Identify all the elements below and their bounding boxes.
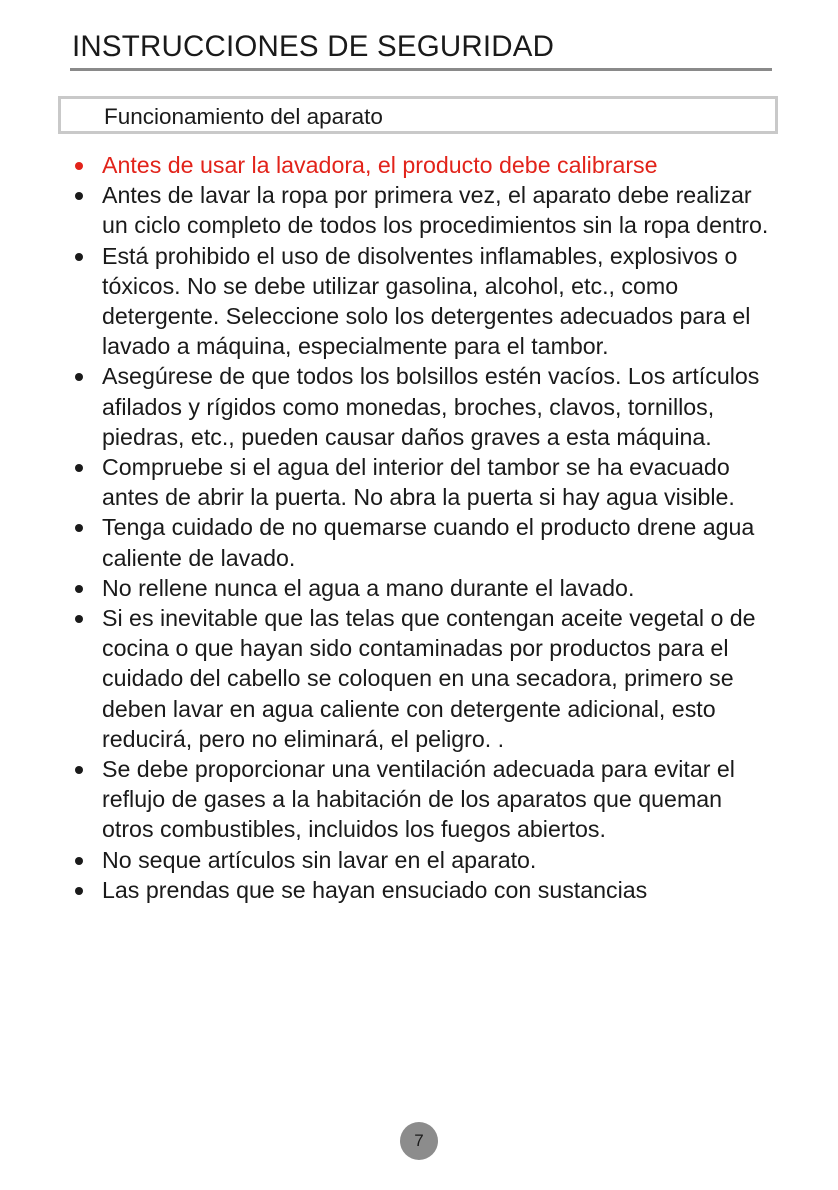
list-item-text: Asegúrese de que todos los bolsillos estén vacíos. Los artículos afilados y rígidos como monedas, broches, clavos, tornillos, piedras, etc., pueden causar daños graves a esta máquina. <box>102 363 760 450</box>
list-item-text: Si es inevitable que las telas que contengan aceite vegetal o de cocina o que hayan sido contaminadas por productos para el cuidado del cabello se coloquen en una secadora, primero se deben lavar en agua caliente con detergente adicional, esto reducirá, pero no eliminará, el peligro. . <box>102 605 756 752</box>
title-divider <box>70 68 772 71</box>
bullet-icon <box>75 253 83 261</box>
list-item-text: No rellene nunca el agua a mano durante el lavado. <box>102 574 635 601</box>
list-item <box>70 603 780 754</box>
bullet-icon <box>75 887 83 895</box>
bullet-icon <box>75 373 83 381</box>
list-item-warning <box>70 150 780 180</box>
list-item <box>70 512 780 572</box>
list-item <box>70 573 780 603</box>
list-item-text: Se debe proporcionar una ventilación adecuada para evitar el reflujo de gases a la habitación de los aparatos que queman otros combustibles, incluidos los fuegos abiertos. <box>102 756 735 843</box>
list-item <box>70 241 780 362</box>
section-title: Funcionamiento del aparato <box>104 104 383 129</box>
bullet-icon <box>75 464 83 472</box>
list-item <box>70 875 780 905</box>
bullet-icon <box>75 192 83 200</box>
list-item-text: No seque artículos sin lavar en el aparato. <box>102 846 537 873</box>
list-item <box>70 180 780 240</box>
list-item <box>70 361 780 452</box>
safety-instructions-list <box>70 150 780 905</box>
list-item-text: Está prohibido el uso de disolventes inflamables, explosivos o tóxicos. No se debe utilizar gasolina, alcohol, etc., como detergente. Seleccione solo los detergentes adecuados para el lavado a máquina, especialmente para el tambor. <box>102 242 751 360</box>
page-number-badge: 7 <box>400 1122 438 1160</box>
bullet-icon <box>75 162 83 170</box>
page-title: INSTRUCCIONES DE SEGURIDAD <box>72 30 555 63</box>
list-item-text: Antes de usar la lavadora, el producto debe calibrarse <box>102 152 658 178</box>
list-item-text: Compruebe si el agua del interior del tambor se ha evacuado antes de abrir la puerta. No abra la puerta si hay agua visible. <box>102 454 735 511</box>
bullet-icon <box>75 857 83 865</box>
section-header-box <box>58 96 778 134</box>
list-item <box>70 452 780 512</box>
bullet-icon <box>75 766 83 774</box>
list-item-text: Tenga cuidado de no quemarse cuando el producto drene agua caliente de lavado. <box>102 514 755 571</box>
bullet-icon <box>75 615 83 623</box>
list-item <box>70 845 780 875</box>
list-item <box>70 754 780 845</box>
bullet-icon <box>75 585 83 593</box>
list-item-text: Las prendas que se hayan ensuciado con sustancias <box>102 876 648 903</box>
bullet-icon <box>75 524 83 532</box>
list-item-text: Antes de lavar la ropa por primera vez, el aparato debe realizar un ciclo completo de todos los procedimientos sin la ropa dentro. <box>102 182 769 239</box>
